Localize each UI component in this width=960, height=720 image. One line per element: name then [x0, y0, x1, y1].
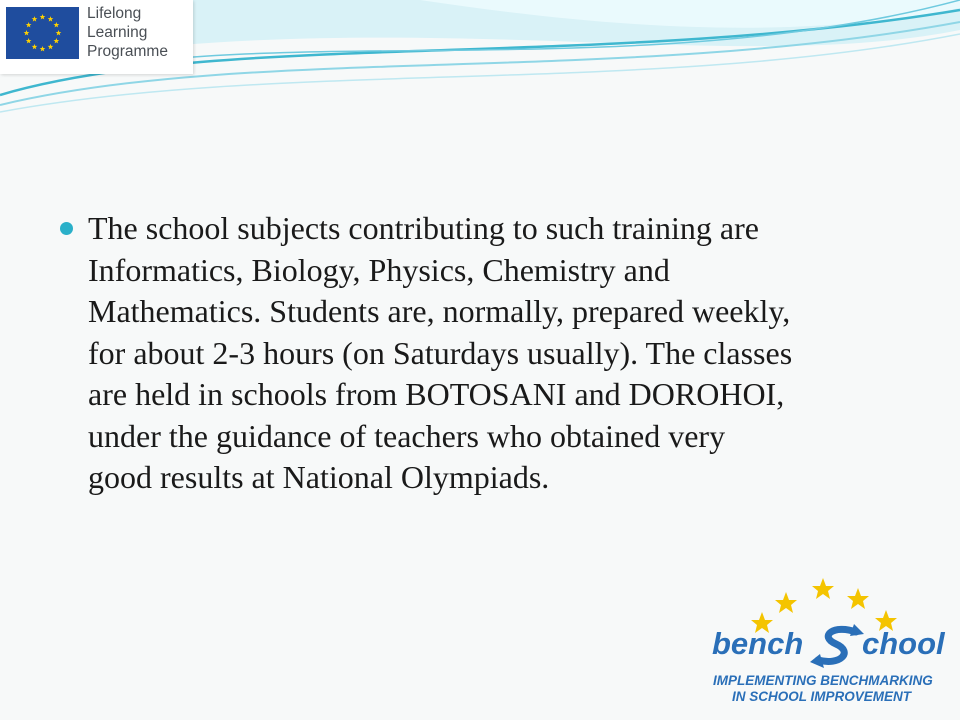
brand-prefix: bench	[712, 626, 804, 661]
lifelong-learning-logo	[0, 0, 193, 74]
programme-line-2: Learning	[87, 24, 148, 41]
benchschool-logo	[706, 574, 956, 714]
slide-content	[60, 208, 920, 499]
arrow-head-bottom	[810, 654, 824, 668]
brand-s-arrows-icon	[818, 629, 856, 661]
bullet-dot-icon	[60, 222, 73, 235]
bullet-item	[60, 208, 920, 499]
tagline-line-1: IMPLEMENTING BENCHMARKING	[713, 673, 933, 688]
brand-suffix: chool	[862, 626, 945, 661]
star-icon	[812, 578, 834, 599]
eu-flag-icon	[6, 7, 79, 59]
programme-line-1: Lifelong	[87, 5, 142, 22]
bullet-text: The school subjects contributing to such training are Informatics, Biology, Physics, Chemistry and Mathematics. Students are, normally, prepared weekly, for about 2-3 hours (on Saturdays usually). The classes are held in schools from BOTOSANI and DOROHOI, under the guidance of teachers who obtained very good results at National Olympiads.	[88, 210, 793, 495]
logo-stars	[751, 578, 897, 633]
programme-line-3: Programme	[87, 43, 168, 60]
star-icon	[775, 592, 797, 613]
tagline-line-2: IN SCHOOL IMPROVEMENT	[732, 689, 912, 704]
star-icon	[847, 588, 869, 609]
programme-name	[87, 4, 168, 61]
